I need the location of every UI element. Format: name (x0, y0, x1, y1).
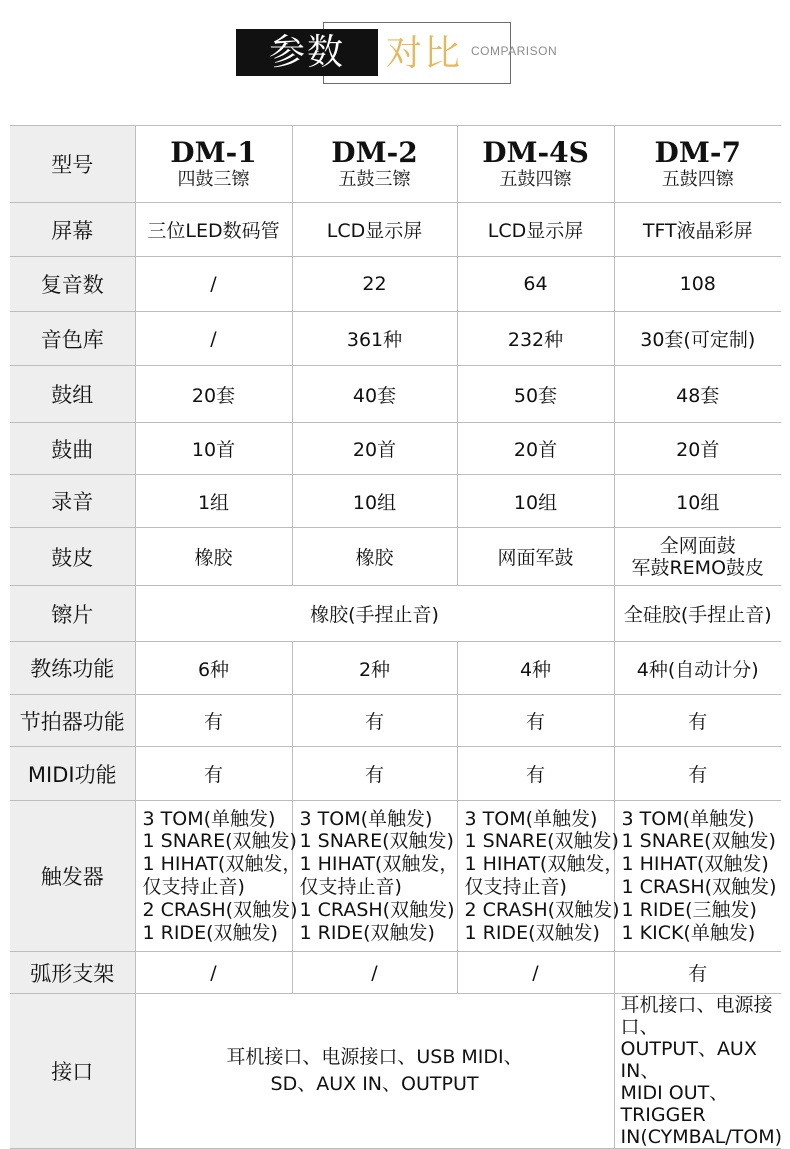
row-label-ports: 接口 (10, 994, 135, 1149)
table-cell: 有 (457, 695, 614, 747)
table-cell: 橡胶 (292, 528, 457, 586)
trigger-cell-dm7 (614, 801, 781, 952)
trigger-line: 1 RIDE(双触发) (299, 921, 435, 944)
row-label-cymbal: 镲片 (10, 586, 135, 642)
table-cell: / (457, 952, 614, 994)
table-cell: 10组 (292, 475, 457, 528)
table-cell: 2种 (292, 642, 457, 695)
model-sub: 五鼓三镲 (338, 169, 411, 190)
table-cell: 232种 (457, 312, 614, 366)
table-cell: 10首 (135, 423, 292, 475)
trigger-line: 1 SNARE(双触发) (142, 830, 297, 853)
table-row-drumhead (10, 528, 781, 586)
trigger-line: 1 SNARE(双触发) (621, 830, 776, 853)
row-label-rack: 弧形支架 (10, 952, 135, 994)
table-cell: 有 (135, 695, 292, 747)
model-name: DM-7 (654, 136, 741, 169)
table-cell: 10组 (457, 475, 614, 528)
table-cell: 20首 (457, 423, 614, 475)
table-cell: 有 (135, 747, 292, 801)
table-cell: 48套 (614, 366, 781, 423)
table-row-ports (10, 994, 781, 1149)
trigger-line: 2 CRASH(双触发) (142, 898, 298, 921)
row-label-songs: 鼓曲 (10, 423, 135, 475)
trigger-line: 仅支持止音) (142, 876, 245, 898)
trigger-line: 1 HIHAT(双触发， (464, 853, 624, 876)
row-label-sounds: 音色库 (10, 312, 135, 366)
table-cell: 22 (292, 257, 457, 312)
table-cell: 20首 (614, 423, 781, 475)
row-label-model: 型号 (10, 126, 135, 203)
table-cell: / (135, 952, 292, 994)
table-cell: 三位LED数码管 (135, 203, 292, 257)
table-row-recording (10, 475, 781, 528)
model-name: DM-4S (482, 136, 589, 169)
ports-line: OUTPUT、AUX IN、 (620, 1038, 757, 1082)
table-cell: / (292, 952, 457, 994)
table-row-polyphony (10, 257, 781, 312)
cell-line: 全网面鼓 (659, 534, 736, 557)
table-cell: 4种 (457, 642, 614, 695)
table-cell: LCD显示屏 (457, 203, 614, 257)
row-label-drumhead: 鼓皮 (10, 528, 135, 586)
title-gold-text: 对比 (386, 33, 463, 74)
section-title (236, 22, 566, 84)
table-row-songs (10, 423, 781, 475)
model-cell-dm2 (292, 126, 457, 203)
model-name: DM-2 (331, 136, 418, 169)
title-english-text: COMPARISON (471, 44, 558, 58)
model-cell-dm1 (135, 126, 292, 203)
table-cell: LCD显示屏 (292, 203, 457, 257)
table-cell: 40套 (292, 366, 457, 423)
table-cell: 橡胶 (135, 528, 292, 586)
row-label-screen: 屏幕 (10, 203, 135, 257)
trigger-line: 3 TOM(单触发) (621, 807, 755, 830)
trigger-line: 1 KICK(单触发) (621, 921, 756, 944)
ports-line: SD、AUX IN、OUTPUT (270, 1073, 479, 1095)
table-cell: / (135, 312, 292, 366)
table-row-rack (10, 952, 781, 994)
table-cell: 有 (614, 695, 781, 747)
ports-cell-dm7 (614, 994, 781, 1149)
model-sub: 五鼓四镲 (499, 169, 572, 190)
trigger-line: 1 RIDE(双触发) (464, 921, 600, 944)
table-row-sounds (10, 312, 781, 366)
model-cell-dm4s (457, 126, 614, 203)
table-cell: 4种(自动计分) (614, 642, 781, 695)
table-cell: 50套 (457, 366, 614, 423)
ports-line: IN(CYMBAL/TOM) (620, 1126, 783, 1148)
trigger-line: 1 HIHAT(双触发， (299, 853, 459, 876)
table-cell: 有 (292, 747, 457, 801)
table-cell: TFT液晶彩屏 (614, 203, 781, 257)
trigger-line: 1 HIHAT(双触发， (142, 853, 302, 876)
table-row-cymbal (10, 586, 781, 642)
table-row-midi (10, 747, 781, 801)
trigger-line: 3 TOM(单触发) (142, 807, 276, 830)
table-cell: / (135, 257, 292, 312)
table-cell: 有 (614, 747, 781, 801)
row-label-midi: MIDI功能 (10, 747, 135, 801)
trigger-line: 3 TOM(单触发) (464, 807, 598, 830)
ports-line: 耳机接口、电源接口、 (620, 994, 773, 1038)
table-cell: 网面军鼓 (457, 528, 614, 586)
trigger-line: 1 HIHAT(双触发) (621, 853, 769, 876)
trigger-line: 1 CRASH(双触发) (299, 898, 455, 921)
row-label-recording: 录音 (10, 475, 135, 528)
ports-line: MIDI OUT、TRIGGER (620, 1082, 729, 1126)
table-cell: 全硅胶(手捏止音) (614, 586, 781, 642)
cell-line: 军鼓REMO鼓皮 (631, 556, 765, 579)
trigger-line: 1 SNARE(双触发) (464, 830, 619, 853)
table-row-trigger (10, 801, 781, 952)
table-cell: 有 (614, 952, 781, 994)
table-cell: 20首 (292, 423, 457, 475)
ports-cell-merged (135, 994, 614, 1149)
table-row-model (10, 126, 781, 203)
trigger-line: 1 RIDE(双触发) (142, 921, 278, 944)
trigger-line: 1 RIDE(三触发) (621, 898, 757, 921)
row-label-metronome: 节拍器功能 (10, 695, 135, 747)
table-row-coach (10, 642, 781, 695)
row-label-kits: 鼓组 (10, 366, 135, 423)
table-cell: 30套(可定制) (614, 312, 781, 366)
model-sub: 四鼓三镲 (177, 169, 250, 190)
table-cell: 20套 (135, 366, 292, 423)
table-row-metronome (10, 695, 781, 747)
table-cell-merged: 橡胶(手捏止音) (135, 586, 614, 642)
model-cell-dm7 (614, 126, 781, 203)
table-cell: 64 (457, 257, 614, 312)
trigger-line: 2 CRASH(双触发) (464, 898, 620, 921)
trigger-line: 仅支持止音) (464, 876, 567, 898)
trigger-line: 3 TOM(单触发) (299, 807, 433, 830)
trigger-line: 1 CRASH(双触发) (621, 876, 777, 898)
table-row-kits (10, 366, 781, 423)
trigger-cell-dm2 (292, 801, 457, 952)
trigger-cell-dm4s (457, 801, 624, 952)
trigger-line: 1 SNARE(双触发) (299, 830, 454, 853)
row-label-trigger: 触发器 (10, 801, 135, 952)
ports-line: 耳机接口、电源接口、USB MIDI、 (226, 1046, 523, 1068)
table-row-screen (10, 203, 781, 257)
table-cell: 10组 (614, 475, 781, 528)
table-cell: 6种 (135, 642, 292, 695)
trigger-line: 仅支持止音) (299, 876, 402, 898)
table-cell (614, 528, 781, 586)
row-label-coach: 教练功能 (10, 642, 135, 695)
row-label-polyphony: 复音数 (10, 257, 135, 312)
table-cell: 1组 (135, 475, 292, 528)
table-cell: 361种 (292, 312, 457, 366)
model-sub: 五鼓四镲 (661, 169, 734, 190)
table-cell: 108 (614, 257, 781, 312)
table-cell: 有 (457, 747, 614, 801)
trigger-cell-dm1 (135, 801, 302, 952)
title-black-text: 参数 (236, 29, 378, 76)
table-cell: 有 (292, 695, 457, 747)
spec-comparison-table (10, 125, 781, 1149)
model-name: DM-1 (170, 136, 257, 169)
